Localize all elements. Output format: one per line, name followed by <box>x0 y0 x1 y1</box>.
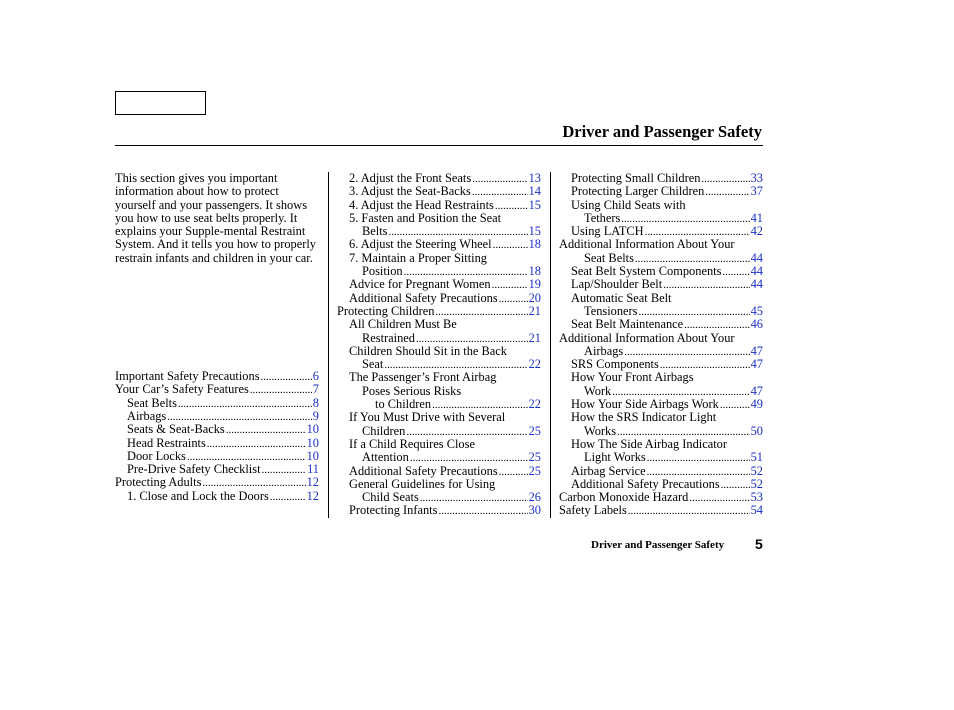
toc-entry[interactable] <box>115 397 319 410</box>
toc-page-link[interactable]: 44 <box>750 264 763 279</box>
toc-page-link[interactable]: 54 <box>750 503 763 518</box>
toc-page-link[interactable]: 6 <box>312 369 319 384</box>
toc-page-link[interactable]: 11 <box>307 462 319 477</box>
dot-leader <box>701 172 749 186</box>
toc-entry-title: Attention <box>362 450 409 465</box>
dot-leader <box>250 383 312 397</box>
toc-entry-title: Protecting Small Children <box>571 171 701 185</box>
toc-page-link[interactable]: 53 <box>750 490 763 505</box>
toc-entry-title: Additional Safety Precautions <box>349 463 498 478</box>
toc-page-link[interactable]: 15 <box>528 224 541 239</box>
toc-entry-title: Protecting Children <box>337 303 435 318</box>
toc-entry-title: 1. Close and Lock the Doors <box>127 488 269 503</box>
toc-page-link[interactable]: 22 <box>528 357 541 372</box>
toc-entry-title: Important Safety Precautions <box>115 369 260 384</box>
toc-entry-title: Child Seats <box>362 490 419 505</box>
toc-page-link[interactable]: 21 <box>528 303 541 318</box>
toc-page-link[interactable]: 26 <box>528 490 541 505</box>
toc-entry-title: Additional Safety Precautions <box>571 476 720 491</box>
toc-entry[interactable] <box>115 490 319 503</box>
toc-entry-title: Pre-Drive Safety Checklist <box>127 462 261 477</box>
toc-entry-title: How the SRS Indicator Light <box>571 410 717 425</box>
toc-entry[interactable] <box>559 398 763 411</box>
toc-entry-title: Additional Information About Your <box>559 330 735 345</box>
toc-entry[interactable] <box>559 225 763 238</box>
toc-page-link[interactable]: 44 <box>750 277 763 292</box>
toc-entry-title: 6. Adjust the Steering Wheel <box>349 237 492 252</box>
section-tab-box <box>115 91 206 115</box>
toc-entry[interactable] <box>115 476 319 489</box>
toc-page-link[interactable]: 47 <box>750 383 763 398</box>
toc-page-link[interactable]: 25 <box>528 423 541 438</box>
toc-entry[interactable] <box>337 398 541 411</box>
toc-entry-title: Airbags <box>127 408 167 423</box>
toc-entry <box>337 212 541 225</box>
toc-entry <box>559 371 763 384</box>
dot-leader <box>721 478 750 492</box>
toc-entry-title: Advice for Pregnant Women <box>349 277 491 292</box>
dot-leader <box>270 490 306 504</box>
toc-entry <box>559 438 763 451</box>
toc-entry[interactable] <box>559 185 763 198</box>
toc-entry-title: Airbags <box>584 343 624 358</box>
toc-entry[interactable] <box>337 199 541 212</box>
toc-entry[interactable] <box>337 305 541 318</box>
toc-entry <box>337 371 541 384</box>
toc-entry-title: How The Side Airbag Indicator <box>571 436 727 451</box>
toc-page-link[interactable]: 21 <box>528 330 541 345</box>
toc-entry-title: Head Restraints <box>127 435 206 450</box>
toc-entry[interactable] <box>559 305 763 318</box>
intro-paragraph: This section gives you important information about how to protect yourself and your passengers. It shows you how to use seat belts properly. It explains your Supple-mental Restraint System. And it tells you how to properly restrain infants and children in your car. <box>115 171 316 265</box>
toc-page-link[interactable]: 7 <box>312 382 319 397</box>
toc-entry-title: Seat Belts <box>127 395 177 410</box>
toc-page-link[interactable]: 42 <box>750 224 763 239</box>
toc-entry[interactable] <box>115 423 319 436</box>
column-divider <box>550 172 551 518</box>
toc-page-link[interactable]: 41 <box>750 210 763 225</box>
toc-page-link[interactable]: 47 <box>750 357 763 372</box>
toc-entry[interactable] <box>559 478 763 491</box>
dot-leader <box>689 491 749 505</box>
toc-entry-title: Works <box>584 423 617 438</box>
toc-entry-title: Work <box>584 383 612 398</box>
toc-entry[interactable] <box>115 437 319 450</box>
toc-entry-title: Tensioners <box>584 303 638 318</box>
toc-list-3 <box>559 172 763 518</box>
toc-page-link[interactable]: 22 <box>528 397 541 412</box>
toc-entry[interactable] <box>559 212 763 225</box>
toc-page-link[interactable]: 14 <box>528 184 541 199</box>
toc-entry-title: Seat Belts <box>584 250 634 265</box>
header-rule <box>115 145 763 146</box>
dot-leader <box>261 370 312 384</box>
toc-entry-title: All Children Must Be <box>349 317 457 332</box>
toc-page-link[interactable]: 15 <box>528 197 541 212</box>
dot-leader <box>438 504 527 518</box>
page-number: 5 <box>755 536 763 552</box>
toc-page-link[interactable]: 9 <box>312 408 319 423</box>
dot-leader <box>472 172 527 186</box>
toc-entry[interactable] <box>115 450 319 463</box>
dot-leader <box>499 465 528 479</box>
toc-entry[interactable] <box>337 465 541 478</box>
toc-entry[interactable] <box>337 292 541 305</box>
toc-entry-title: 5. Fasten and Position the Seat <box>349 210 502 225</box>
toc-entry[interactable] <box>559 451 763 464</box>
toc-entry-title: Using Child Seats with <box>571 197 686 212</box>
toc-entry-title: 4. Adjust the Head Restraints <box>349 197 494 212</box>
toc-entry <box>337 478 541 491</box>
dot-leader <box>499 292 528 306</box>
toc-entry[interactable] <box>115 463 319 476</box>
toc-page-link[interactable]: 49 <box>750 397 763 412</box>
toc-entry <box>337 252 541 265</box>
toc-list-2 <box>337 172 541 518</box>
toc-entry-title: How Your Front Airbags <box>571 370 694 385</box>
toc-entry[interactable] <box>115 383 319 396</box>
toc-page-link[interactable]: 10 <box>306 435 319 450</box>
toc-entry[interactable] <box>559 172 763 185</box>
toc-entry[interactable] <box>559 278 763 291</box>
toc-entry[interactable] <box>559 465 763 478</box>
toc-entry[interactable] <box>559 425 763 438</box>
toc-entry-title: Children Should Sit in the Back <box>349 343 507 358</box>
toc-entry[interactable] <box>337 332 541 345</box>
toc-entry-title: Protecting Infants <box>349 503 438 518</box>
toc-entry[interactable] <box>559 385 763 398</box>
toc-page-link[interactable]: 8 <box>312 395 319 410</box>
toc-entry-title: Seats & Seat-Backs <box>127 422 225 437</box>
toc-page-link[interactable]: 12 <box>306 475 319 490</box>
dot-leader <box>647 451 750 465</box>
toc-entry[interactable] <box>337 425 541 438</box>
toc-entry <box>337 411 541 424</box>
toc-entry[interactable] <box>115 410 319 423</box>
toc-entry[interactable] <box>559 265 763 278</box>
toc-page-link[interactable]: 18 <box>528 264 541 279</box>
toc-entry-title: 7. Maintain a Proper Sitting <box>349 250 488 265</box>
toc-page-link[interactable]: 25 <box>528 463 541 478</box>
toc-entry[interactable] <box>559 318 763 331</box>
toc-entry[interactable] <box>337 172 541 185</box>
toc-entry-title: Restrained <box>362 330 415 345</box>
toc-page-link[interactable]: 51 <box>750 450 763 465</box>
toc-entry-title: Protecting Adults <box>115 475 202 490</box>
dot-leader <box>628 504 750 518</box>
toc-entry <box>559 199 763 212</box>
toc-entry-title: Automatic Seat Belt <box>571 290 672 305</box>
toc-page-link[interactable]: 45 <box>750 303 763 318</box>
toc-entry <box>337 345 541 358</box>
dot-leader <box>722 265 749 279</box>
toc-entry-title: Position <box>362 264 403 279</box>
toc-entry-title: Children <box>362 423 406 438</box>
toc-entry-title: Your Car’s Safety Features <box>115 382 249 397</box>
toc-entry <box>559 411 763 424</box>
toc-entry <box>337 385 541 398</box>
toc-entry[interactable] <box>115 370 319 383</box>
toc-entry[interactable] <box>337 238 541 251</box>
toc-entry[interactable] <box>337 504 541 517</box>
toc-entry-title: General Guidelines for Using <box>349 476 496 491</box>
toc-page-link[interactable]: 50 <box>750 423 763 438</box>
toc-column-2 <box>337 172 541 518</box>
toc-entry-title: Seat Belt Maintenance <box>571 317 684 332</box>
toc-column-1 <box>115 172 319 503</box>
toc-entry[interactable] <box>337 185 541 198</box>
toc-entry-title: Seat <box>362 357 384 372</box>
toc-entry-title: Carbon Monoxide Hazard <box>559 490 689 505</box>
toc-entry-title: How Your Side Airbags Work <box>571 397 719 412</box>
toc-entry[interactable] <box>337 491 541 504</box>
toc-entry-title: If a Child Requires Close <box>349 436 475 451</box>
toc-page-link[interactable]: 44 <box>750 250 763 265</box>
toc-entry[interactable] <box>559 345 763 358</box>
toc-entry-title: Safety Labels <box>559 503 627 518</box>
toc-entry-title: Additional Safety Precautions <box>349 290 498 305</box>
toc-page-link[interactable]: 52 <box>750 463 763 478</box>
dot-leader <box>207 437 306 451</box>
toc-entry[interactable] <box>337 358 541 371</box>
toc-entry[interactable] <box>559 358 763 371</box>
toc-page-link[interactable]: 12 <box>306 488 319 503</box>
toc-page-link[interactable]: 47 <box>750 343 763 358</box>
toc-entry-title: Door Locks <box>127 448 186 463</box>
toc-entry <box>559 332 763 345</box>
toc-page-link[interactable]: 52 <box>750 476 763 491</box>
toc-entry[interactable] <box>559 491 763 504</box>
toc-entry-title: Lap/Shoulder Belt <box>571 277 663 292</box>
toc-page-link[interactable]: 37 <box>750 184 763 199</box>
toc-entry-title: Poses Serious Risks <box>362 383 462 398</box>
page-title: Driver and Passenger Safety <box>562 122 762 141</box>
toc-entry-title: If You Must Drive with Several <box>349 410 506 425</box>
toc-column-3 <box>559 172 763 518</box>
toc-entry <box>559 238 763 251</box>
toc-page-link[interactable]: 10 <box>306 422 319 437</box>
toc-page-link[interactable]: 13 <box>528 171 541 185</box>
toc-entry-title: SRS Components <box>571 357 659 372</box>
toc-entry[interactable] <box>559 504 763 517</box>
dot-leader <box>663 278 749 292</box>
toc-entry <box>337 318 541 331</box>
toc-page-link[interactable]: 25 <box>528 450 541 465</box>
toc-entry-title: Additional Information About Your <box>559 237 735 252</box>
toc-page-link[interactable]: 46 <box>750 317 763 332</box>
dot-leader <box>226 423 306 437</box>
toc-page-link[interactable]: 10 <box>306 448 319 463</box>
toc-entry[interactable] <box>337 451 541 464</box>
toc-entry-title: Belts <box>362 224 388 239</box>
toc-entry-title: Protecting Larger Children <box>571 184 705 199</box>
dot-leader <box>493 238 528 252</box>
toc-entry-title: The Passenger’s Front Airbag <box>349 370 497 385</box>
toc-entry-title: Airbag Service <box>571 463 646 478</box>
dot-leader <box>720 398 750 412</box>
column-divider <box>328 172 329 518</box>
toc-entry-title: Using LATCH <box>571 224 644 239</box>
toc-entry <box>337 438 541 451</box>
toc-entry[interactable] <box>337 278 541 291</box>
toc-entry-title: Seat Belt System Components <box>571 264 722 279</box>
toc-entry-title: 2. Adjust the Front Seats <box>349 171 472 185</box>
toc-entry-title: Light Works <box>584 450 646 465</box>
toc-page-link[interactable]: 19 <box>528 277 541 292</box>
toc-page-link[interactable]: 30 <box>528 503 541 518</box>
toc-page-link[interactable]: 18 <box>528 237 541 252</box>
toc-page-link[interactable]: 33 <box>750 171 763 185</box>
toc-entry <box>559 292 763 305</box>
footer-section-label: Driver and Passenger Safety <box>591 539 725 551</box>
toc-entry-title: to Children <box>375 397 432 412</box>
toc-list-1 <box>115 370 319 503</box>
dot-leader <box>705 185 749 199</box>
toc-entry[interactable] <box>337 265 541 278</box>
toc-entry-title: Tethers <box>584 210 621 225</box>
toc-page-link[interactable]: 20 <box>528 290 541 305</box>
dot-leader <box>178 397 312 411</box>
dot-leader <box>262 463 307 477</box>
toc-entry[interactable] <box>559 252 763 265</box>
toc-entry-title: 3. Adjust the Seat-Backs <box>349 184 471 199</box>
toc-entry[interactable] <box>337 225 541 238</box>
